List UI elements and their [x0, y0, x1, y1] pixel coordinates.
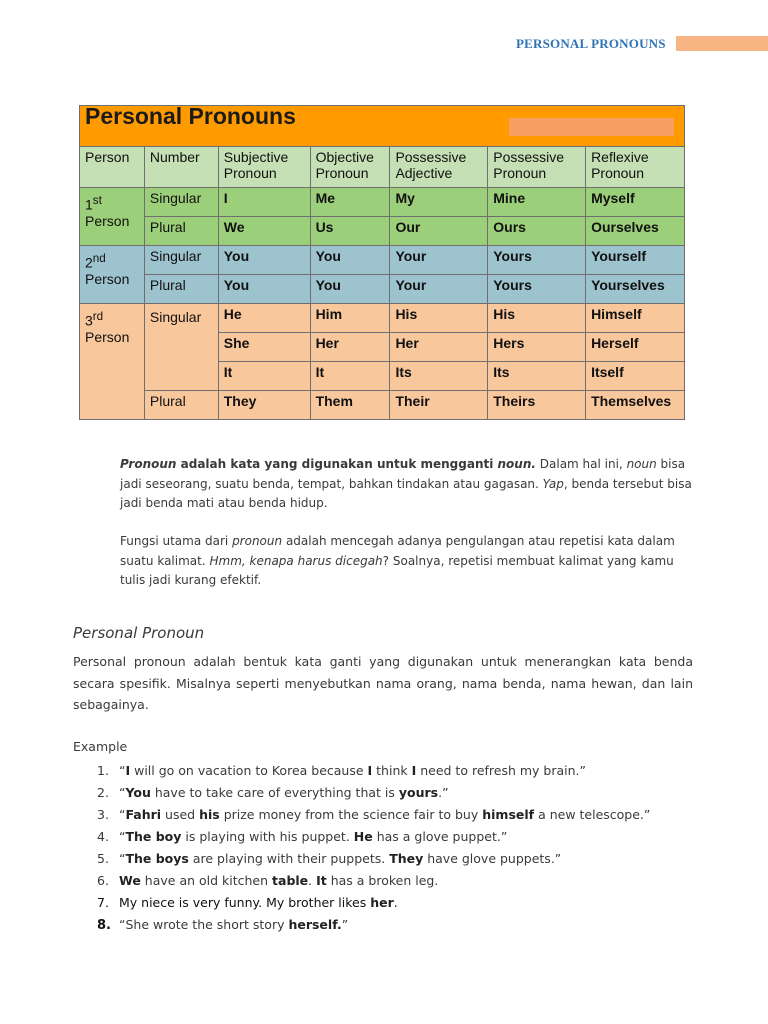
pronoun-cell: My — [390, 188, 488, 217]
pronoun-cell: Her — [390, 333, 488, 362]
pronoun-cell: Herself — [586, 333, 685, 362]
pronoun-cell: Its — [390, 362, 488, 391]
intro-paragraph-function: Fungsi utama dari pronoun adalah mencegah adanya pengulangan atau repetisi kata dalam suatu kalimat. Hmm, kenapa harus dicegah? Soalnya, repetisi membuat kalimat yang kamu tulis jadi kurang efektif. — [120, 534, 675, 587]
person-label-first: 1st Person — [80, 188, 145, 246]
number-cell: Singular — [144, 246, 218, 275]
pronoun-cell: You — [218, 275, 310, 304]
example-list — [73, 760, 693, 936]
header-possessive-adjective: Possessive Adjective — [390, 147, 488, 188]
list-item: 6. We have an old kitchen table. It has a broken leg. — [97, 873, 439, 888]
table-row — [80, 217, 685, 246]
title-decoration — [509, 118, 674, 136]
header-reflexive: Reflexive Pronoun — [586, 147, 685, 188]
pronoun-cell: You — [310, 275, 390, 304]
table-row — [80, 304, 685, 333]
number-cell: Plural — [144, 391, 218, 420]
pronoun-cell: Us — [310, 217, 390, 246]
table-title-cell — [80, 103, 685, 147]
pronoun-cell: Itself — [586, 362, 685, 391]
pronoun-cell: He — [218, 304, 310, 333]
table-row — [80, 275, 685, 304]
list-item: 5. “The boys are playing with their puppets. They have glove puppets.” — [97, 851, 562, 866]
table-row — [80, 246, 685, 275]
pronoun-cell: She — [218, 333, 310, 362]
number-cell: Singular — [144, 304, 218, 391]
pronoun-cell: Ourselves — [586, 217, 685, 246]
pronoun-cell: Her — [310, 333, 390, 362]
table-header-row — [80, 147, 685, 188]
pronoun-cell: Me — [310, 188, 390, 217]
pronoun-cell: His — [488, 304, 586, 333]
pronoun-cell: Them — [310, 391, 390, 420]
list-item: 1. “I will go on vacation to Korea because I think I need to refresh my brain.” — [97, 763, 587, 778]
pronoun-cell: Yours — [488, 246, 586, 275]
pronoun-cell: Your — [390, 275, 488, 304]
header-person: Person — [80, 147, 145, 188]
personal-pronouns-table — [79, 105, 685, 420]
pronoun-cell: They — [218, 391, 310, 420]
pronoun-cell: I — [218, 188, 310, 217]
table-title-row — [80, 106, 685, 147]
number-cell: Plural — [144, 275, 218, 304]
pronoun-cell: Our — [390, 217, 488, 246]
list-item: 2. “You have to take care of everything that is yours.” — [97, 785, 449, 800]
header-subjective: Subjective Pronoun — [218, 147, 310, 188]
list-item: 3. “Fahri used his prize money from the science fair to buy himself a new telescope.” — [97, 807, 651, 822]
section-heading: Personal Pronoun — [73, 624, 205, 642]
table-row — [80, 391, 685, 420]
pronoun-cell: Their — [390, 391, 488, 420]
pronoun-cell: Yourself — [586, 246, 685, 275]
list-item: 8. “She wrote the short story herself.” — [97, 917, 349, 933]
pronoun-cell: You — [310, 246, 390, 275]
example-label: Example — [73, 739, 128, 754]
pronoun-cell: Your — [390, 246, 488, 275]
number-cell: Singular — [144, 188, 218, 217]
person-label-third: 3rd Person — [80, 304, 145, 420]
pronoun-cell: Him — [310, 304, 390, 333]
pronoun-cell: Ours — [488, 217, 586, 246]
header-accent-bar — [676, 36, 768, 51]
pronoun-cell: Himself — [586, 304, 685, 333]
header-number: Number — [144, 147, 218, 188]
pronoun-cell: Its — [488, 362, 586, 391]
pronoun-cell: Mine — [488, 188, 586, 217]
pronoun-cell: You — [218, 246, 310, 275]
number-cell: Plural — [144, 217, 218, 246]
pronoun-cell: It — [218, 362, 310, 391]
page-header-title: PERSONAL PRONOUNS — [516, 36, 666, 51]
pronoun-cell: Yourselves — [586, 275, 685, 304]
table-row — [80, 188, 685, 217]
header-possessive-pronoun: Possessive Pronoun — [488, 147, 586, 188]
intro-paragraph-definition: Pronoun adalah kata yang digunakan untuk mengganti noun. Dalam hal ini, noun bisa jadi seseorang, suatu benda, tempat, bahkan tindakan atau gagasan. Yap, benda tersebut bisa jadi benda mati atau benda hidup. — [120, 457, 692, 510]
pronoun-cell: We — [218, 217, 310, 246]
list-item: 7. My niece is very funny. My brother likes her. — [97, 895, 398, 910]
pronoun-cell: It — [310, 362, 390, 391]
table-title: Personal Pronouns — [85, 103, 296, 129]
pronoun-cell: Theirs — [488, 391, 586, 420]
pronoun-cell: His — [390, 304, 488, 333]
section-body: Personal pronoun adalah bentuk kata ganti yang digunakan untuk menerangkan kata benda secara spesifik. Misalnya seperti menyebutkan nama orang, nama benda, nama hewan, dan lain sebagainya. — [73, 654, 693, 712]
pronoun-cell: Themselves — [586, 391, 685, 420]
list-item: 4. “The boy is playing with his puppet. He has a glove puppet.” — [97, 829, 508, 844]
header-objective: Objective Pronoun — [310, 147, 390, 188]
pronoun-cell: Yours — [488, 275, 586, 304]
pronoun-cell: Myself — [586, 188, 685, 217]
person-label-second: 2nd Person — [80, 246, 145, 304]
pronoun-cell: Hers — [488, 333, 586, 362]
